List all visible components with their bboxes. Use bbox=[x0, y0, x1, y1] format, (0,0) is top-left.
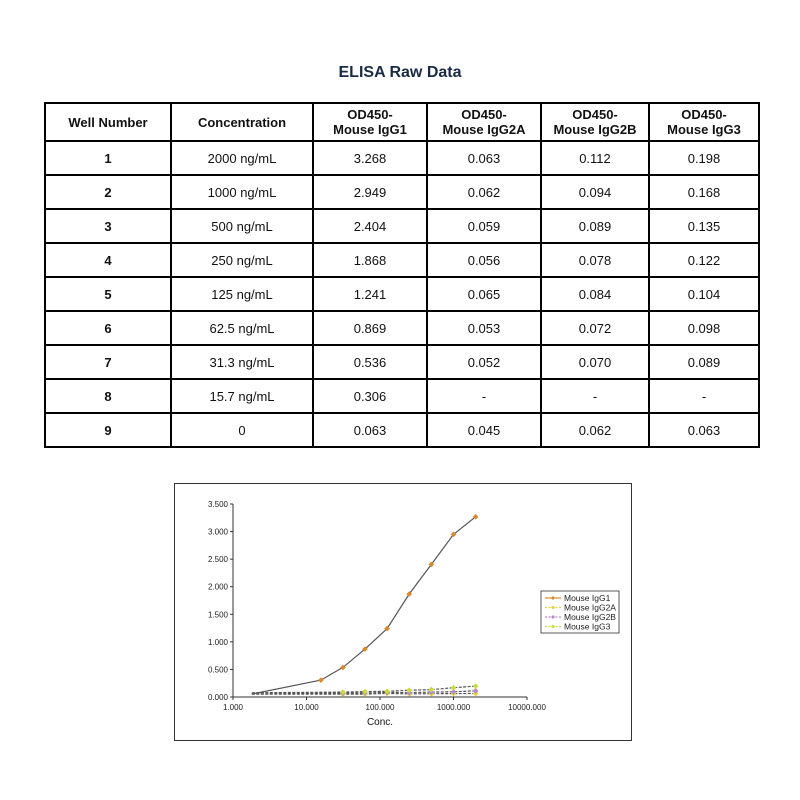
table-cell: - bbox=[427, 379, 541, 413]
data-point bbox=[451, 685, 456, 690]
y-tick-label: 2.500 bbox=[207, 555, 228, 565]
table-cell: 0.059 bbox=[427, 209, 541, 243]
table-cell: 0.104 bbox=[649, 277, 759, 311]
table-cell: 0.063 bbox=[313, 413, 427, 447]
chart-panel bbox=[174, 483, 632, 741]
table-cell: 62.5 ng/mL bbox=[171, 311, 313, 345]
table-cell: 0.045 bbox=[427, 413, 541, 447]
elisa-data-table bbox=[44, 102, 760, 448]
well-number-cell: 1 bbox=[45, 141, 171, 175]
table-cell: 0.089 bbox=[541, 209, 649, 243]
table-cell: 2.949 bbox=[313, 175, 427, 209]
x-tick-label: 10000.000 bbox=[508, 703, 546, 712]
well-number-cell: 3 bbox=[45, 209, 171, 243]
legend-entry: Mouse IgG2B bbox=[564, 612, 616, 622]
y-tick-label: 3.000 bbox=[207, 527, 228, 537]
table-cell: 0.053 bbox=[427, 311, 541, 345]
table-cell: 0.062 bbox=[541, 413, 649, 447]
column-header: Concentration bbox=[171, 103, 313, 141]
table-row bbox=[45, 175, 759, 209]
table-cell: 0.056 bbox=[427, 243, 541, 277]
table-row bbox=[45, 379, 759, 413]
legend-entry: Mouse IgG1 bbox=[564, 593, 611, 603]
data-point bbox=[473, 683, 478, 688]
well-number-cell: 8 bbox=[45, 379, 171, 413]
x-tick-label: 1.000 bbox=[222, 703, 244, 712]
column-header: OD450- Mouse IgG1 bbox=[313, 103, 427, 141]
table-cell: 0.135 bbox=[649, 209, 759, 243]
x-tick-label: 1000.000 bbox=[436, 703, 471, 712]
well-number-cell: 9 bbox=[45, 413, 171, 447]
y-tick-label: 1.000 bbox=[207, 637, 228, 647]
table-row bbox=[45, 209, 759, 243]
table-cell: 0.072 bbox=[541, 311, 649, 345]
y-tick-label: 0.500 bbox=[207, 665, 228, 675]
table-cell: 0.094 bbox=[541, 175, 649, 209]
table-cell: 0.084 bbox=[541, 277, 649, 311]
table-cell: 0.052 bbox=[427, 345, 541, 379]
table-cell: 500 ng/mL bbox=[171, 209, 313, 243]
table-cell: - bbox=[541, 379, 649, 413]
x-tick-label: 10.000 bbox=[294, 703, 319, 712]
table-cell: 0.065 bbox=[427, 277, 541, 311]
table-cell: 0.063 bbox=[427, 141, 541, 175]
table-cell: 250 ng/mL bbox=[171, 243, 313, 277]
table-row bbox=[45, 243, 759, 277]
table-cell: 1.241 bbox=[313, 277, 427, 311]
table-row bbox=[45, 141, 759, 175]
table-cell: 15.7 ng/mL bbox=[171, 379, 313, 413]
table-cell: 3.268 bbox=[313, 141, 427, 175]
table-cell: 2000 ng/mL bbox=[171, 141, 313, 175]
table-row bbox=[45, 311, 759, 345]
table-row bbox=[45, 345, 759, 379]
column-header: Well Number bbox=[45, 103, 171, 141]
well-number-cell: 2 bbox=[45, 175, 171, 209]
table-title: ELISA Raw Data bbox=[338, 64, 462, 81]
table-cell: - bbox=[649, 379, 759, 413]
elisa-chart bbox=[175, 484, 631, 740]
table-cell: 0.198 bbox=[649, 141, 759, 175]
table-row bbox=[45, 277, 759, 311]
column-header: OD450- Mouse IgG2A bbox=[427, 103, 541, 141]
table-row bbox=[45, 413, 759, 447]
table-body bbox=[45, 141, 759, 447]
well-number-cell: 5 bbox=[45, 277, 171, 311]
table-cell: 31.3 ng/mL bbox=[171, 345, 313, 379]
fit-line bbox=[252, 517, 476, 694]
table-cell: 0.112 bbox=[541, 141, 649, 175]
y-tick-label: 3.500 bbox=[207, 500, 228, 509]
table-cell: 0.122 bbox=[649, 243, 759, 277]
column-header: OD450- Mouse IgG2B bbox=[541, 103, 649, 141]
table-cell: 0.168 bbox=[649, 175, 759, 209]
y-tick-label: 0.000 bbox=[207, 693, 228, 702]
data-point bbox=[318, 678, 323, 683]
column-header: OD450- Mouse IgG3 bbox=[649, 103, 759, 141]
table-cell: 125 ng/mL bbox=[171, 277, 313, 311]
table-cell: 0.070 bbox=[541, 345, 649, 379]
table-cell: 2.404 bbox=[313, 209, 427, 243]
table-cell: 0.063 bbox=[649, 413, 759, 447]
well-number-cell: 6 bbox=[45, 311, 171, 345]
x-tick-label: 100.000 bbox=[365, 703, 395, 712]
table-cell: 0.089 bbox=[649, 345, 759, 379]
table-cell: 0.078 bbox=[541, 243, 649, 277]
table-cell: 0.306 bbox=[313, 379, 427, 413]
well-number-cell: 4 bbox=[45, 243, 171, 277]
table-cell: 0.098 bbox=[649, 311, 759, 345]
table-cell: 1.868 bbox=[313, 243, 427, 277]
table-cell: 0.536 bbox=[313, 345, 427, 379]
y-tick-label: 1.500 bbox=[207, 610, 228, 620]
table-cell: 1000 ng/mL bbox=[171, 175, 313, 209]
table-cell: 0.869 bbox=[313, 311, 427, 345]
table-header-row bbox=[45, 103, 759, 141]
table-cell: 0.062 bbox=[427, 175, 541, 209]
x-axis-title: Conc. bbox=[366, 717, 394, 728]
legend-entry: Mouse IgG2A bbox=[564, 602, 616, 613]
legend-entry: Mouse IgG3 bbox=[564, 621, 611, 632]
well-number-cell: 7 bbox=[45, 345, 171, 379]
table-cell: 0 bbox=[171, 413, 313, 447]
y-tick-label: 2.000 bbox=[207, 582, 228, 592]
